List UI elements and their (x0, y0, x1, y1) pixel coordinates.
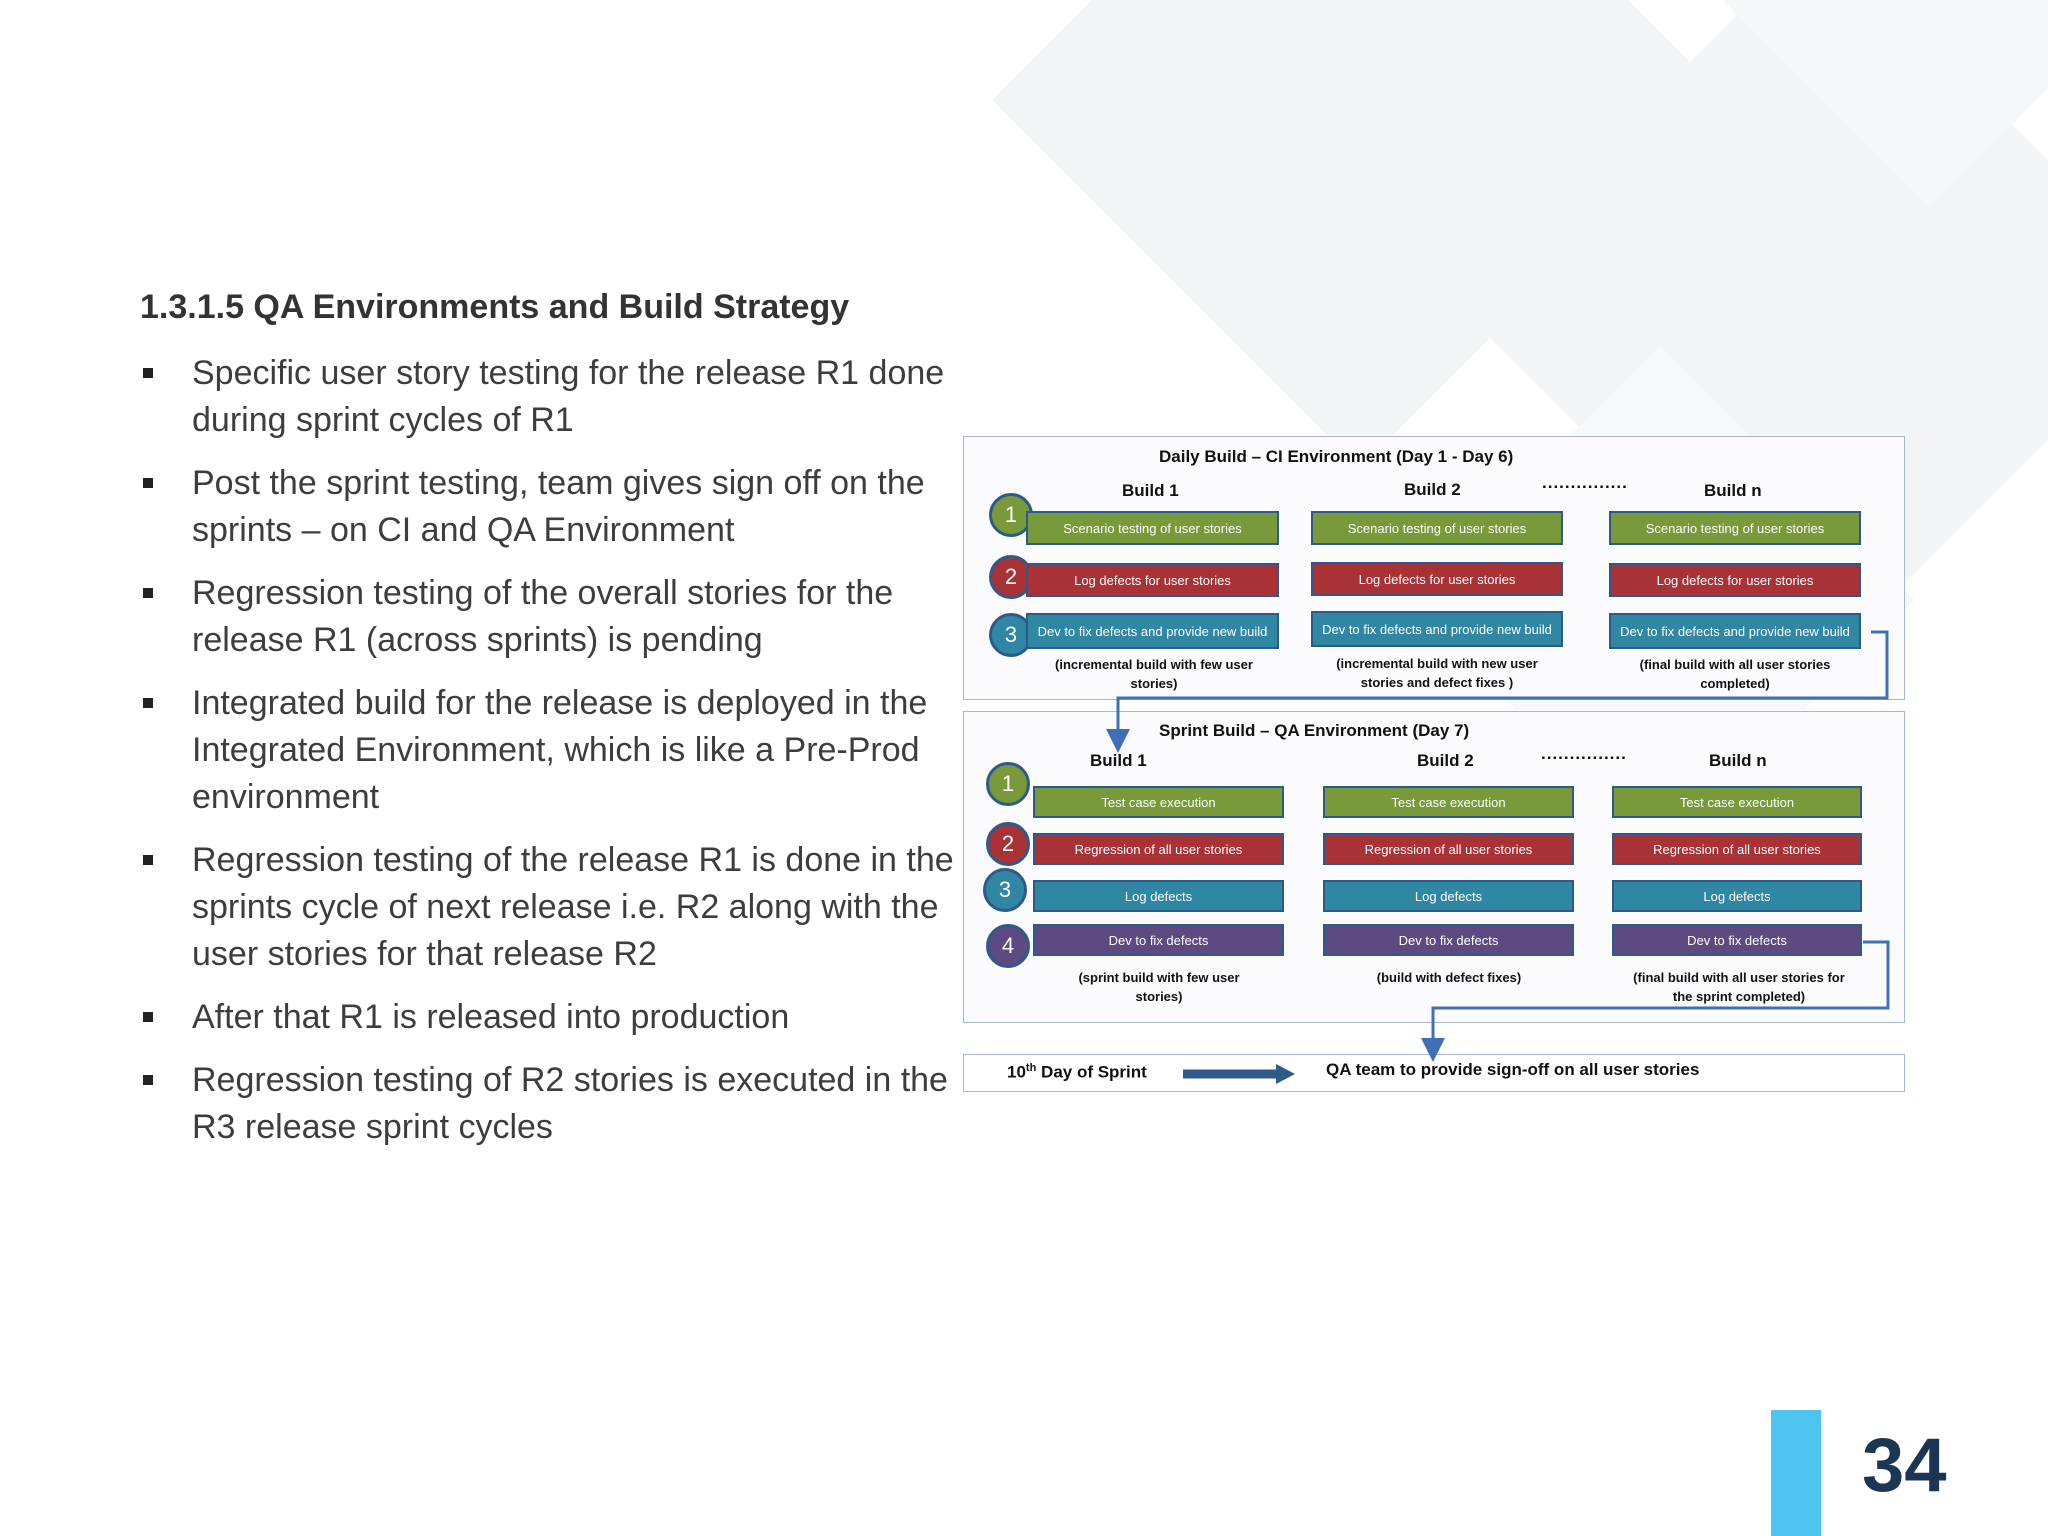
bullet-marker (143, 1075, 153, 1085)
bullet-item (140, 994, 960, 1041)
bullet-marker (143, 855, 153, 865)
daily-bn-log-box: Log defects for user stories (1609, 563, 1861, 597)
arrow-to-signoff-head (1276, 1064, 1295, 1084)
sprint-b2-dev-box: Dev to fix defects (1323, 924, 1574, 956)
daily-bn-dev-box: Dev to fix defects and provide new build (1609, 613, 1861, 649)
bullet-marker (143, 1012, 153, 1022)
daily-b2-log-box: Log defects for user stories (1311, 562, 1563, 596)
tenth-day-number: 10 (1007, 1062, 1026, 1082)
bullet-marker (143, 588, 153, 598)
daily-b1-log-box: Log defects for user stories (1026, 563, 1279, 597)
connector-sprint-to-signoff (1433, 942, 1888, 1050)
page-number-accent-bar (1771, 1410, 1821, 1536)
sprint-b2-regression-box: Regression of all user stories (1323, 833, 1574, 865)
sprint-build-1-label: Build 1 (1090, 751, 1147, 770)
tenth-day-text: Day of Sprint (1036, 1062, 1147, 1082)
section-title: 1.3.1.5 QA Environments and Build Strategy (140, 288, 850, 326)
bullet-marker (143, 698, 153, 708)
sprint-step-2-circle: 2 (986, 822, 1030, 866)
sprint-b2-log-box: Log defects (1323, 880, 1574, 912)
bullet-text: After that R1 is released into production (192, 998, 790, 1036)
sprint-build-title: Sprint Build – QA Environment (Day 7) (1159, 721, 1470, 740)
bullet-item (140, 837, 960, 978)
signoff-label: QA team to provide sign-off on all user stories (1326, 1060, 1700, 1079)
sprint-bn-log-box: Log defects (1612, 880, 1862, 912)
daily-b1-note: (incremental build with few user stories) (1055, 657, 1253, 691)
tenth-day-suffix: th (1025, 1062, 1037, 1074)
sprint-b1-dev-box: Dev to fix defects (1033, 924, 1284, 956)
daily-ellipsis: ............... (1542, 473, 1628, 492)
daily-bn-scenario-box: Scenario testing of user stories (1609, 511, 1861, 545)
step-3-circle: 3 (989, 613, 1033, 657)
bullet-text: Integrated build for the release is deployed in the Integrated Environment, which is like a Pre-Prod environment (192, 684, 928, 816)
page-number: 34 (1862, 1423, 1947, 1508)
connector-layer (963, 436, 1905, 1096)
build-strategy-diagram (963, 436, 1905, 1096)
sprint-bn-dev-box: Dev to fix defects (1612, 924, 1862, 956)
sprint-b1-log-box: Log defects (1033, 880, 1284, 912)
sprint-bn-note: (final build with all user stories for the sprint completed) (1633, 970, 1845, 1004)
bullet-marker (143, 478, 153, 488)
daily-b1-scenario-box: Scenario testing of user stories (1026, 511, 1279, 545)
bullet-item (140, 460, 960, 554)
daily-build-n-label: Build n (1704, 481, 1762, 500)
bullet-marker (143, 368, 153, 378)
bullet-text: Regression testing of the release R1 is done in the sprints cycle of next release i.e. R2 along with the user stories for that release R2 (192, 841, 954, 973)
connector-daily-to-sprint (1118, 632, 1887, 741)
daily-b2-note: (incremental build with new user stories and defect fixes ) (1336, 656, 1538, 690)
bullet-item (140, 1057, 960, 1151)
sprint-step-1-circle: 1 (986, 762, 1030, 806)
sprint-b1-regression-box: Regression of all user stories (1033, 833, 1284, 865)
bullet-item (140, 680, 960, 821)
bullet-text: Specific user story testing for the release R1 done during sprint cycles of R1 (192, 354, 945, 439)
sprint-ellipsis: ............... (1541, 744, 1627, 763)
daily-b2-dev-box: Dev to fix defects and provide new build (1311, 611, 1563, 647)
daily-b1-dev-box: Dev to fix defects and provide new build (1026, 613, 1279, 649)
daily-build-title: Daily Build – CI Environment (Day 1 - Day 6) (1159, 447, 1514, 466)
sprint-step-3-circle: 3 (983, 868, 1027, 912)
bullet-item (140, 570, 960, 664)
daily-build-2-label: Build 2 (1404, 480, 1461, 499)
bullet-text: Regression testing of the overall stories for the release R1 (across sprints) is pending (192, 574, 894, 659)
daily-bn-note: (final build with all user stories completed) (1639, 657, 1831, 691)
step-1-circle: 1 (989, 493, 1033, 537)
sprint-b1-note: (sprint build with few user stories) (1078, 970, 1240, 1004)
sprint-build-n-label: Build n (1709, 751, 1767, 770)
bullet-text: Regression testing of R2 stories is executed in the R3 release sprint cycles (192, 1061, 948, 1146)
step-2-circle: 2 (989, 555, 1033, 599)
daily-build-1-label: Build 1 (1122, 481, 1179, 500)
sprint-b1-test-box: Test case execution (1033, 786, 1284, 818)
daily-b2-scenario-box: Scenario testing of user stories (1311, 511, 1563, 545)
sprint-build-2-label: Build 2 (1417, 751, 1474, 770)
sprint-step-4-circle: 4 (986, 924, 1030, 968)
sprint-b2-note: (build with defect fixes) (1376, 970, 1522, 985)
bullet-item (140, 350, 960, 444)
bullet-list (140, 350, 960, 1167)
sprint-b2-test-box: Test case execution (1323, 786, 1574, 818)
sprint-bn-regression-box: Regression of all user stories (1612, 833, 1862, 865)
sprint-bn-test-box: Test case execution (1612, 786, 1862, 818)
bullet-text: Post the sprint testing, team gives sign off on the sprints – on CI and QA Environment (192, 464, 925, 549)
